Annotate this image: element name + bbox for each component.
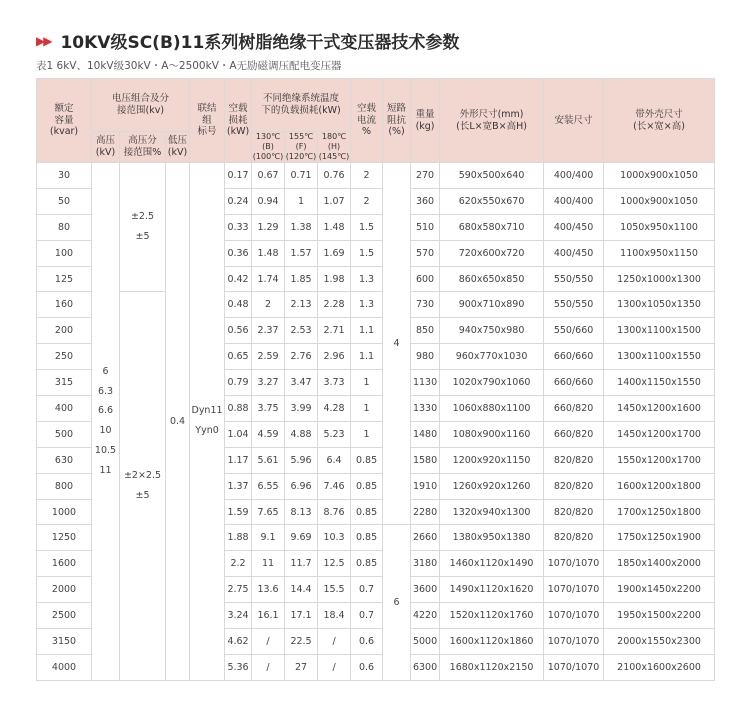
cell-capacity: 125 [37,266,92,292]
cell-no-load-loss: 0.24 [225,188,252,214]
cell-no-load-current: 0.85 [351,473,383,499]
cell-install: 1070/1070 [544,654,604,680]
cell-hv-voltage: 6 6.3 6.6 10 10.5 11 [92,163,120,681]
double-arrow-icon: ▶▶ [36,33,51,48]
cell-no-load-loss: 0.42 [225,266,252,292]
cell-dimensions: 900x710x890 [440,292,544,318]
cell-load-loss-b: 0.94 [252,188,285,214]
cell-capacity: 2000 [37,577,92,603]
cell-dimensions: 720x600x720 [440,240,544,266]
cell-load-loss-h: 15.5 [318,577,351,603]
table-row [37,292,715,318]
cell-weight: 3180 [411,551,440,577]
cell-load-loss-f: 14.4 [285,577,318,603]
cell-no-load-current: 1.1 [351,344,383,370]
cell-install: 550/550 [544,266,604,292]
cell-enclosure: 1000x900x1050 [604,188,715,214]
cell-weight: 1910 [411,473,440,499]
cell-no-load-current: 2 [351,188,383,214]
header-install: 安装尺寸 [544,79,604,163]
cell-weight: 4220 [411,603,440,629]
cell-no-load-current: 0.7 [351,603,383,629]
cell-no-load-current: 0.85 [351,551,383,577]
cell-capacity: 400 [37,396,92,422]
cell-enclosure: 1700x1250x1800 [604,499,715,525]
cell-load-loss-f: 5.96 [285,447,318,473]
cell-load-loss-b: 2 [252,292,285,318]
cell-load-loss-b: 2.59 [252,344,285,370]
cell-load-loss-b: 7.65 [252,499,285,525]
cell-load-loss-f: 17.1 [285,603,318,629]
cell-install: 820/820 [544,447,604,473]
cell-load-loss-b: / [252,629,285,655]
cell-tap-range-small: ±2.5 ±5 [120,163,166,292]
cell-dimensions: 1020x790x1060 [440,370,544,396]
cell-capacity: 1000 [37,499,92,525]
cell-capacity: 250 [37,344,92,370]
cell-weight: 1130 [411,370,440,396]
cell-install: 1070/1070 [544,551,604,577]
header-loss-h: 180℃ (H) (145℃) [318,132,350,161]
cell-no-load-current: 1.3 [351,292,383,318]
cell-lv-voltage: 0.4 [166,163,190,681]
cell-no-load-loss: 1.88 [225,525,252,551]
spec-table-body [37,163,715,681]
cell-load-loss-h: 2.96 [318,344,351,370]
cell-enclosure: 1300x1050x1350 [604,292,715,318]
cell-no-load-current: 1.5 [351,240,383,266]
cell-load-loss-f: 0.71 [285,163,318,189]
cell-load-loss-f: 4.88 [285,421,318,447]
cell-dimensions: 1060x880x1100 [440,396,544,422]
cell-weight: 360 [411,188,440,214]
header-dimensions: 外形尺寸(mm) (长L×宽B×高H) [440,79,544,163]
cell-load-loss-f: 1.85 [285,266,318,292]
cell-no-load-current: 0.85 [351,499,383,525]
cell-load-loss-b: 3.75 [252,396,285,422]
cell-install: 1070/1070 [544,577,604,603]
cell-enclosure: 1750x1250x1900 [604,525,715,551]
cell-enclosure: 1100x950x1150 [604,240,715,266]
cell-load-loss-h: 1.48 [318,214,351,240]
cell-load-loss-b: 11 [252,551,285,577]
header-loss-b: 130℃ (B) (100℃) [252,132,284,161]
cell-load-loss-f: 9.69 [285,525,318,551]
cell-load-loss-b: 13.6 [252,577,285,603]
cell-load-loss-h: 2.28 [318,292,351,318]
cell-load-loss-h: / [318,654,351,680]
cell-no-load-loss: 0.56 [225,318,252,344]
cell-enclosure: 1550x1200x1700 [604,447,715,473]
cell-no-load-current: 1 [351,370,383,396]
cell-enclosure: 2100x1600x2600 [604,654,715,680]
cell-load-loss-h: 1.69 [318,240,351,266]
cell-dimensions: 1460x1120x1490 [440,551,544,577]
cell-load-loss-h: 1.07 [318,188,351,214]
cell-enclosure: 2000x1550x2300 [604,629,715,655]
cell-load-loss-h: 12.5 [318,551,351,577]
cell-no-load-current: 0.6 [351,629,383,655]
header-lv: 低压 (kV) [166,132,190,163]
cell-load-loss-f: 6.96 [285,473,318,499]
cell-enclosure: 1000x900x1050 [604,163,715,189]
cell-no-load-loss: 1.37 [225,473,252,499]
cell-no-load-current: 1.1 [351,318,383,344]
cell-enclosure: 1400x1150x1550 [604,370,715,396]
cell-load-loss-f: 22.5 [285,629,318,655]
cell-load-loss-b: 0.67 [252,163,285,189]
cell-load-loss-b: 1.29 [252,214,285,240]
cell-no-load-loss: 2.75 [225,577,252,603]
cell-weight: 3600 [411,577,440,603]
cell-weight: 1580 [411,447,440,473]
cell-load-loss-h: 10.3 [318,525,351,551]
cell-enclosure: 1950x1500x2200 [604,603,715,629]
cell-install: 400/450 [544,240,604,266]
header-vector-group: 联结 组 标号 [190,79,225,163]
cell-weight: 510 [411,214,440,240]
cell-weight: 5000 [411,629,440,655]
cell-no-load-loss: 1.04 [225,421,252,447]
cell-dimensions: 960x770x1030 [440,344,544,370]
cell-dimensions: 1080x900x1160 [440,421,544,447]
cell-weight: 2280 [411,499,440,525]
cell-load-loss-f: 8.13 [285,499,318,525]
cell-load-loss-b: 1.48 [252,240,285,266]
cell-capacity: 500 [37,421,92,447]
cell-capacity: 4000 [37,654,92,680]
cell-no-load-current: 2 [351,163,383,189]
cell-install: 400/400 [544,163,604,189]
cell-load-loss-h: 3.73 [318,370,351,396]
cell-no-load-current: 0.85 [351,447,383,473]
cell-capacity: 30 [37,163,92,189]
cell-capacity: 3150 [37,629,92,655]
cell-load-loss-f: 27 [285,654,318,680]
header-no-load-loss: 空载 损耗 (kW) [225,79,252,163]
cell-weight: 570 [411,240,440,266]
header-voltage-group: 电压组合及分 接范围(kv) [92,79,190,132]
cell-weight: 6300 [411,654,440,680]
cell-no-load-loss: 0.17 [225,163,252,189]
header-weight: 重量 (kg) [411,79,440,163]
cell-no-load-current: 0.7 [351,577,383,603]
table-row [37,163,715,189]
cell-no-load-loss: 0.65 [225,344,252,370]
cell-no-load-current: 0.6 [351,654,383,680]
header-loss-f: 155℃ (F) (120℃) [285,132,317,161]
cell-dimensions: 680x580x710 [440,214,544,240]
cell-capacity: 100 [37,240,92,266]
cell-weight: 850 [411,318,440,344]
cell-load-loss-b: 1.74 [252,266,285,292]
cell-no-load-current: 1 [351,396,383,422]
cell-install: 1070/1070 [544,629,604,655]
cell-load-loss-h: 0.76 [318,163,351,189]
cell-weight: 2660 [411,525,440,551]
cell-enclosure: 1300x1100x1550 [604,344,715,370]
header-enclosure: 带外壳尺寸 (长×宽×高) [604,79,715,163]
cell-capacity: 315 [37,370,92,396]
cell-enclosure: 1450x1200x1700 [604,421,715,447]
cell-load-loss-h: 8.76 [318,499,351,525]
cell-load-loss-f: 1.38 [285,214,318,240]
cell-dimensions: 620x550x670 [440,188,544,214]
cell-enclosure: 1050x950x1100 [604,214,715,240]
cell-load-loss-f: 3.47 [285,370,318,396]
header-load-loss-group: 不同绝缘系统温度 下的负载损耗(kW) [252,79,351,132]
cell-impedance: 4 [383,163,411,525]
cell-load-loss-b: 4.59 [252,421,285,447]
cell-weight: 730 [411,292,440,318]
cell-dimensions: 940x750x980 [440,318,544,344]
cell-weight: 1330 [411,396,440,422]
cell-dimensions: 1600x1120x1860 [440,629,544,655]
cell-install: 660/820 [544,421,604,447]
cell-install: 400/400 [544,188,604,214]
cell-dimensions: 1680x1120x2150 [440,654,544,680]
spec-table [36,78,715,681]
cell-no-load-current: 1.5 [351,214,383,240]
cell-dimensions: 1490x1120x1620 [440,577,544,603]
cell-load-loss-h: 5.23 [318,421,351,447]
cell-load-loss-f: 1 [285,188,318,214]
cell-enclosure: 1300x1100x1500 [604,318,715,344]
cell-capacity: 2500 [37,603,92,629]
cell-capacity: 200 [37,318,92,344]
cell-load-loss-f: 2.76 [285,344,318,370]
cell-no-load-loss: 0.33 [225,214,252,240]
cell-capacity: 80 [37,214,92,240]
cell-load-loss-b: 3.27 [252,370,285,396]
cell-install: 820/820 [544,499,604,525]
cell-install: 820/820 [544,525,604,551]
cell-install: 550/660 [544,318,604,344]
cell-tap-range-large: ±2×2.5 ±5 [120,292,166,680]
header-tap: 高压分 接范围% [120,132,166,163]
cell-load-loss-h: 7.46 [318,473,351,499]
cell-load-loss-f: 2.53 [285,318,318,344]
header-hv: 高压 (kV) [92,132,120,163]
cell-dimensions: 860x650x850 [440,266,544,292]
page-title: 10KV级SC(B)11系列树脂绝缘干式变压器技术参数 [60,33,460,53]
table-caption: 表1 6kV、10kV级30kV・A～2500kV・A无励磁调压配电变压器 [36,60,342,72]
cell-install: 400/450 [544,214,604,240]
title-row [36,28,459,53]
cell-install: 820/820 [544,473,604,499]
cell-load-loss-b: 9.1 [252,525,285,551]
cell-load-loss-h: / [318,629,351,655]
cell-capacity: 800 [37,473,92,499]
cell-capacity: 630 [37,447,92,473]
cell-enclosure: 1250x1000x1300 [604,266,715,292]
cell-capacity: 1600 [37,551,92,577]
cell-no-load-loss: 0.88 [225,396,252,422]
cell-enclosure: 1450x1200x1600 [604,396,715,422]
cell-enclosure: 1850x1400x2000 [604,551,715,577]
cell-load-loss-h: 2.71 [318,318,351,344]
cell-no-load-loss: 1.17 [225,447,252,473]
cell-load-loss-b: 6.55 [252,473,285,499]
cell-vector-group: Dyn11 Yyn0 [190,163,225,681]
cell-load-loss-f: 2.13 [285,292,318,318]
cell-load-loss-b: 16.1 [252,603,285,629]
cell-weight: 980 [411,344,440,370]
cell-no-load-current: 1.3 [351,266,383,292]
cell-no-load-loss: 1.59 [225,499,252,525]
header-impedance: 短路 阻抗 (%) [383,79,411,163]
cell-weight: 600 [411,266,440,292]
cell-install: 1070/1070 [544,603,604,629]
cell-dimensions: 1320x940x1300 [440,499,544,525]
cell-no-load-current: 1 [351,421,383,447]
cell-no-load-loss: 0.79 [225,370,252,396]
cell-no-load-loss: 4.62 [225,629,252,655]
cell-load-loss-f: 1.57 [285,240,318,266]
cell-weight: 1480 [411,421,440,447]
cell-weight: 270 [411,163,440,189]
cell-load-loss-h: 1.98 [318,266,351,292]
cell-load-loss-b: 5.61 [252,447,285,473]
cell-install: 660/660 [544,344,604,370]
cell-load-loss-f: 3.99 [285,396,318,422]
cell-load-loss-h: 18.4 [318,603,351,629]
cell-install: 660/660 [544,370,604,396]
cell-enclosure: 1600x1200x1800 [604,473,715,499]
cell-load-loss-b: / [252,654,285,680]
cell-dimensions: 1260x920x1260 [440,473,544,499]
cell-load-loss-b: 2.37 [252,318,285,344]
cell-no-load-loss: 0.36 [225,240,252,266]
cell-impedance: 6 [383,525,411,680]
cell-dimensions: 1520x1120x1760 [440,603,544,629]
cell-no-load-loss: 3.24 [225,603,252,629]
cell-load-loss-h: 6.4 [318,447,351,473]
header-capacity: 额定 容量 (kvar) [37,79,92,163]
cell-dimensions: 590x500x640 [440,163,544,189]
cell-no-load-loss: 2.2 [225,551,252,577]
cell-no-load-current: 0.85 [351,525,383,551]
cell-dimensions: 1380x950x1380 [440,525,544,551]
cell-capacity: 160 [37,292,92,318]
cell-capacity: 1250 [37,525,92,551]
cell-dimensions: 1200x920x1150 [440,447,544,473]
cell-no-load-loss: 5.36 [225,654,252,680]
cell-enclosure: 1900x1450x2200 [604,577,715,603]
header-no-load-current: 空载 电流 % [351,79,383,163]
cell-install: 550/550 [544,292,604,318]
cell-load-loss-f: 11.7 [285,551,318,577]
cell-load-loss-h: 4.28 [318,396,351,422]
cell-install: 660/820 [544,396,604,422]
cell-no-load-loss: 0.48 [225,292,252,318]
cell-capacity: 50 [37,188,92,214]
